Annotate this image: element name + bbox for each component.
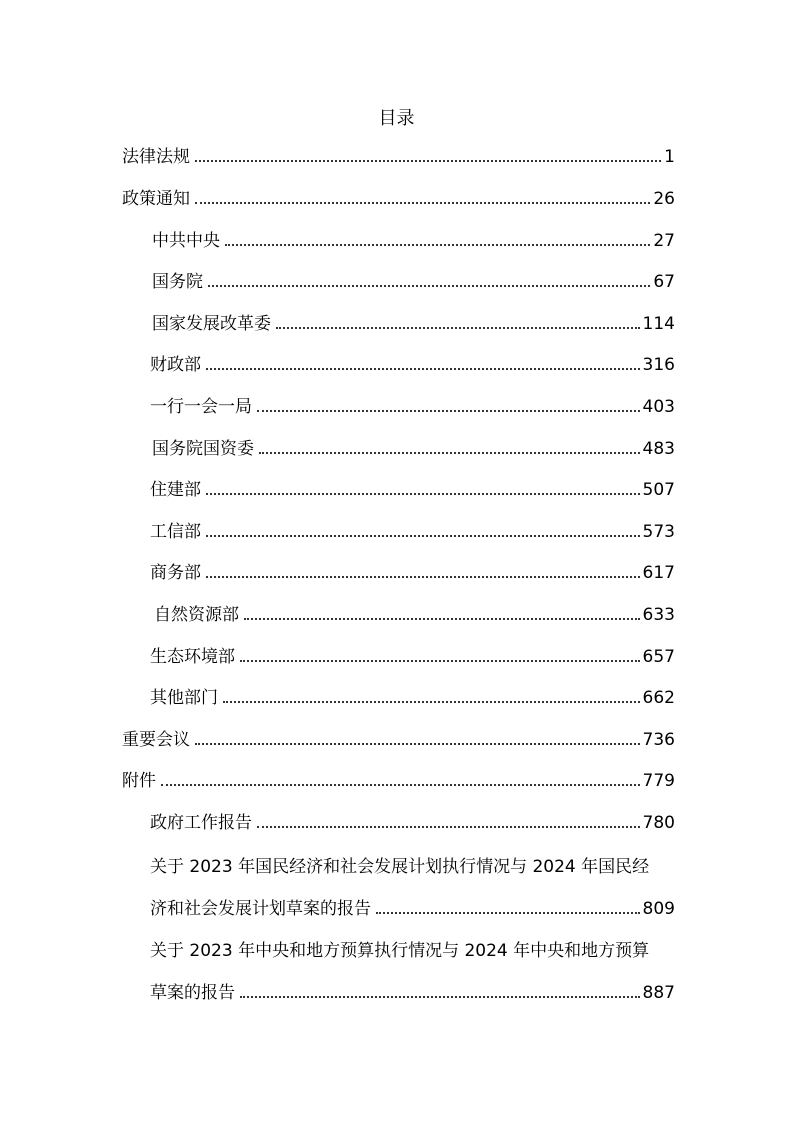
toc-entry-label: 工信部 [150,522,201,542]
dot-leader [257,826,640,828]
toc-entry-page: 26 [653,189,675,209]
toc-entry-laws[interactable] [122,143,675,171]
toc-entry-government-work-report[interactable] [150,809,675,837]
dot-leader [206,576,640,578]
toc-entry-label: 住建部 [150,480,201,500]
dot-leader [195,160,661,162]
dot-leader [240,660,640,662]
dot-leader [244,618,640,620]
toc-entry-label: 国务院 [152,272,203,292]
toc-entry-commerce-ministry[interactable] [150,559,675,587]
dot-leader [276,327,640,329]
dot-leader [206,535,640,537]
toc-entry-page: 657 [642,647,675,667]
dot-leader [206,493,640,495]
toc-entry-page: 27 [653,231,675,251]
toc-entry-page: 809 [642,899,675,919]
toc-entry-page: 736 [642,730,675,750]
toc-entry-central-committee[interactable] [152,227,675,255]
toc-entry-page: 507 [642,480,675,500]
dot-leader [240,996,640,998]
toc-entry-budget-report-line1[interactable]: 关于 2023 年中央和地方预算执行情况与 2024 年中央和地方预算 [150,941,650,961]
toc-entry-appendix[interactable] [122,767,675,795]
toc-entry-label: 国家发展改革委 [152,314,271,334]
toc-entry-label: 财政部 [150,355,201,375]
toc-entry-state-council[interactable] [152,268,675,296]
toc-entry-label: 法律法规 [122,147,190,167]
dot-leader [161,784,640,786]
toc-entry-page: 887 [642,983,675,1003]
toc-entry-plan-report-line1[interactable]: 关于 2023 年国民经济和社会发展计划执行情况与 2024 年国民经 [150,857,650,877]
toc-entry-page: 633 [642,605,675,625]
dot-leader [257,410,640,412]
toc-title: 目录 [378,108,415,129]
dot-leader [206,368,640,370]
toc-entry-policy-notices[interactable] [122,185,675,213]
toc-entry-page: 114 [642,314,675,334]
toc-entry-label: 其他部门 [150,688,218,708]
toc-entry-sasac[interactable] [152,435,675,463]
toc-entry-natural-resources[interactable] [154,601,675,629]
toc-entry-label: 济和社会发展计划草案的报告 [150,899,371,919]
toc-entry-label: 生态环境部 [150,647,235,667]
dot-leader [259,452,640,454]
toc-entry-label: 商务部 [150,563,201,583]
toc-entry-page: 403 [642,397,675,417]
toc-entry-label: 中共中央 [152,231,220,251]
dot-leader [195,743,640,745]
dot-leader [208,285,650,287]
toc-entry-label: 政府工作报告 [150,813,252,833]
toc-entry-page: 779 [642,771,675,791]
toc-entry-plan-report[interactable] [150,895,675,923]
toc-entry-housing-ministry[interactable] [150,476,675,504]
dot-leader [223,701,640,703]
toc-entry-page: 617 [642,563,675,583]
toc-entry-label: 重要会议 [122,730,190,750]
toc-entry-page: 573 [642,522,675,542]
toc-entry-ministry-of-finance[interactable] [150,351,675,379]
toc-entry-miit[interactable] [150,518,675,546]
dot-leader [376,912,640,914]
toc-entry-other-departments[interactable] [150,684,675,712]
toc-entry-label: 自然资源部 [154,605,239,625]
toc-entry-label: 草案的报告 [150,983,235,1003]
toc-entry-financial-regulators[interactable] [150,393,675,421]
toc-entry-page: 780 [642,813,675,833]
toc-entry-page: 483 [642,439,675,459]
toc-entry-page: 662 [642,688,675,708]
dot-leader [195,202,650,204]
toc-entry-ecology-environment[interactable] [150,643,675,671]
toc-entry-label: 政策通知 [122,189,190,209]
toc-entry-important-meetings[interactable] [122,726,675,754]
toc-entry-page: 67 [653,272,675,292]
toc-entry-ndrc[interactable] [152,310,675,338]
toc-entry-page: 316 [642,355,675,375]
dot-leader [225,244,650,246]
toc-entry-budget-report[interactable] [150,979,675,1007]
toc-entry-label: 国务院国资委 [152,439,254,459]
toc-entry-page: 1 [664,147,675,167]
toc-entry-label: 附件 [122,771,156,791]
toc-entry-label: 一行一会一局 [150,397,252,417]
